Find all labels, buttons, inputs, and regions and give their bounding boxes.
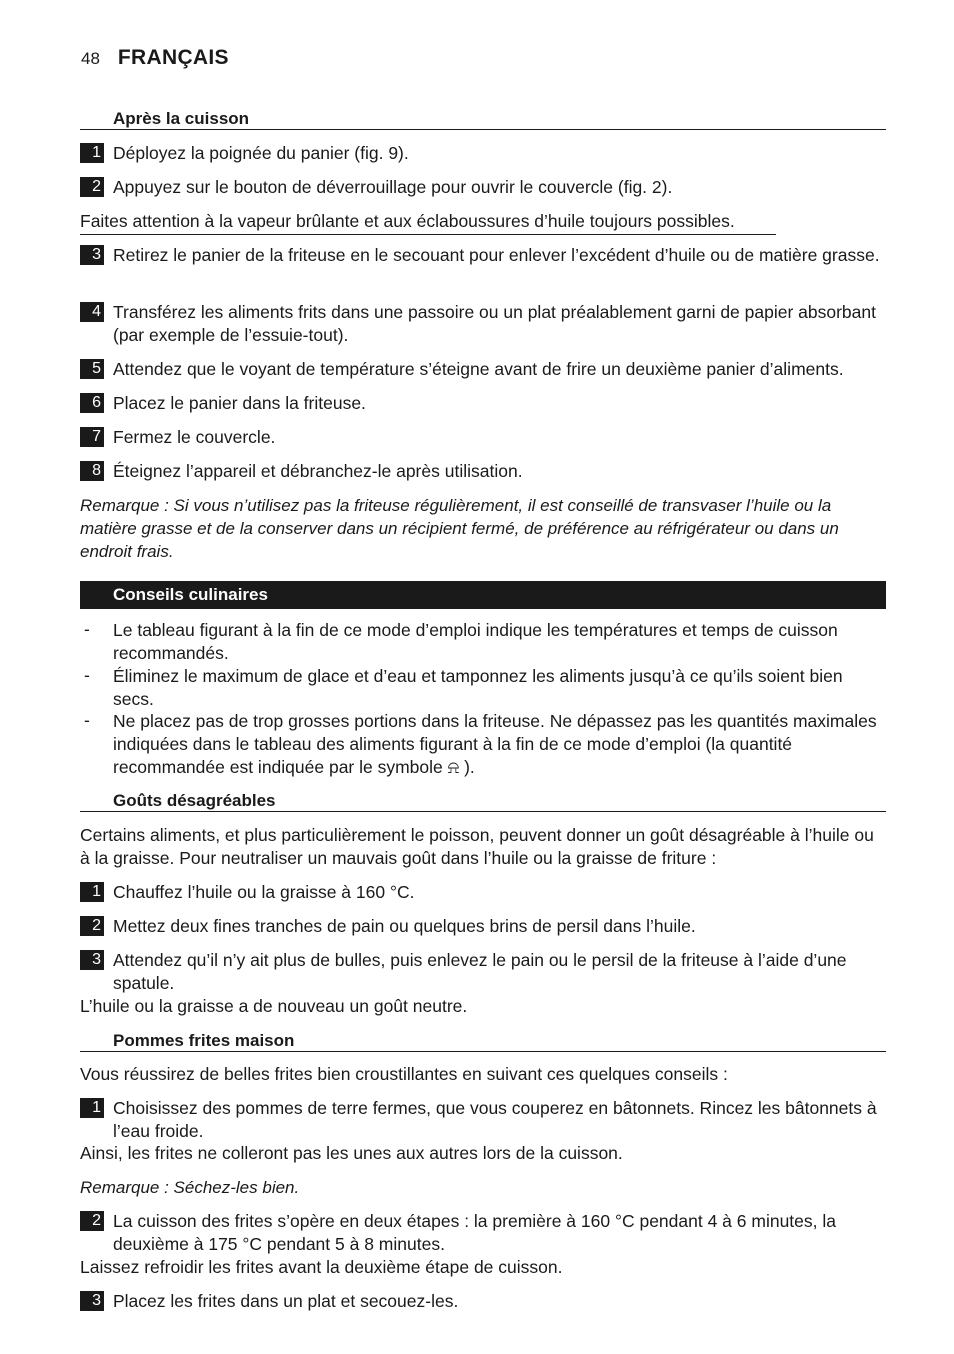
step-number: 2: [80, 916, 104, 936]
list-item-text: Ne placez pas de trop grosses portions dans la friteuse. Ne dépassez pas les quantités maximales indiquées dans le tableau des aliments figurant à la fin de ce mode d’emploi (la quantité recommandée est indiquée par le symbole ⍾ ).: [113, 711, 877, 777]
step-text: Déployez la poignée du panier (fig. 9).: [113, 143, 409, 163]
intro-paragraph: Vous réussirez de belles frites bien croustillantes en suivant ces quelques conseils :: [80, 1064, 728, 1084]
step-number: 5: [80, 359, 104, 379]
section-heading-bad-tastes: Goûts désagréables: [80, 789, 886, 812]
step-number: 4: [80, 302, 104, 322]
step-text: Transférez les aliments frits dans une passoire ou un plat préalablement garni de papier absorbant (par exemple de l’essuie-tout).: [113, 302, 876, 345]
step-number: 8: [80, 461, 104, 481]
step-text: Mettez deux fines tranches de pain ou quelques brins de persil dans l’huile.: [113, 916, 696, 936]
step-text: Placez le panier dans la friteuse.: [113, 393, 366, 413]
step-text: La cuisson des frites s’opère en deux étapes : la première à 160 °C pendant 4 à 6 minutes, la deuxième à 175 °C pendant 5 à 8 minutes.: [113, 1211, 836, 1254]
explanation-paragraph: Laissez refroidir les frites avant la deuxième étape de cuisson.: [80, 1257, 563, 1277]
step-text: Éteignez l’appareil et débranchez-le après utilisation.: [113, 461, 523, 481]
dash-bullet: -: [84, 710, 90, 730]
step-text: Appuyez sur le bouton de déverrouillage pour ouvrir le couvercle (fig. 2).: [113, 177, 673, 197]
intro-paragraph: Certains aliments, et plus particulièrement le poisson, peuvent donner un goût désagréable à l’huile ou à la graisse. Pour neutraliser un mauvais goût dans l’huile ou la graisse de friture :: [80, 825, 874, 868]
step-text: Choisissez des pommes de terre fermes, que vous couperez en bâtonnets. Rincez les bâtonnets à l’eau froide.: [113, 1098, 877, 1141]
step-text: Chauffez l’huile ou la graisse à 160 °C.: [113, 882, 415, 902]
dash-bullet: -: [84, 665, 90, 685]
step-text: Placez les frites dans un plat et secouez-les.: [113, 1291, 459, 1311]
step-text: Attendez qu’il n’y ait plus de bulles, puis enlevez le pain ou le persil de la friteuse à l’aide d’une spatule.: [113, 950, 847, 993]
step-number: 3: [80, 245, 104, 265]
section-heading-after-cooking: Après la cuisson: [80, 107, 886, 130]
warning-text: Faites attention à la vapeur brûlante et aux éclaboussures d’huile toujours possibles.: [80, 210, 776, 235]
explanation-paragraph: Ainsi, les frites ne colleront pas les unes aux autres lors de la cuisson.: [80, 1143, 623, 1163]
step-number: 1: [80, 1098, 104, 1118]
section-heading-homemade-fries: Pommes frites maison: [80, 1029, 886, 1052]
step-number: 3: [80, 1291, 104, 1311]
step-number: 2: [80, 177, 104, 197]
step-number: 3: [80, 950, 104, 970]
section-heading-cooking-tips: Conseils culinaires: [80, 581, 886, 609]
outro-paragraph: L’huile ou la graisse a de nouveau un goût neutre.: [80, 996, 468, 1016]
page-header: [81, 46, 229, 70]
note-text: Remarque : Si vous n’utilisez pas la friteuse régulièrement, il est conseillé de transvaser l’huile ou la matière grasse et de la conserver dans un récipient fermé, de préférence au réfrigérateur ou dans un endroit frais.: [80, 496, 839, 561]
step-number: 2: [80, 1211, 104, 1231]
step-number: 1: [80, 882, 104, 902]
dash-bullet: -: [84, 619, 90, 639]
step-number: 7: [80, 427, 104, 447]
step-text: Attendez que le voyant de température s’éteigne avant de frire un deuxième panier d’aliments.: [113, 359, 844, 379]
step-number: 6: [80, 393, 104, 413]
list-item-text: Le tableau figurant à la fin de ce mode d’emploi indique les températures et temps de cuisson recommandés.: [113, 620, 838, 663]
language-title: FRANÇAIS: [117, 46, 229, 69]
step-text: Retirez le panier de la friteuse en le secouant pour enlever l’excédent d’huile ou de matière grasse.: [113, 245, 880, 265]
page-number: 48: [81, 49, 100, 68]
note-text: Remarque : Séchez-les bien.: [80, 1178, 300, 1197]
step-number: 1: [80, 143, 104, 163]
list-item-text: Éliminez le maximum de glace et d’eau et tamponnez les aliments jusqu’à ce qu’ils soient bien secs.: [113, 666, 843, 709]
step-text: Fermez le couvercle.: [113, 427, 276, 447]
